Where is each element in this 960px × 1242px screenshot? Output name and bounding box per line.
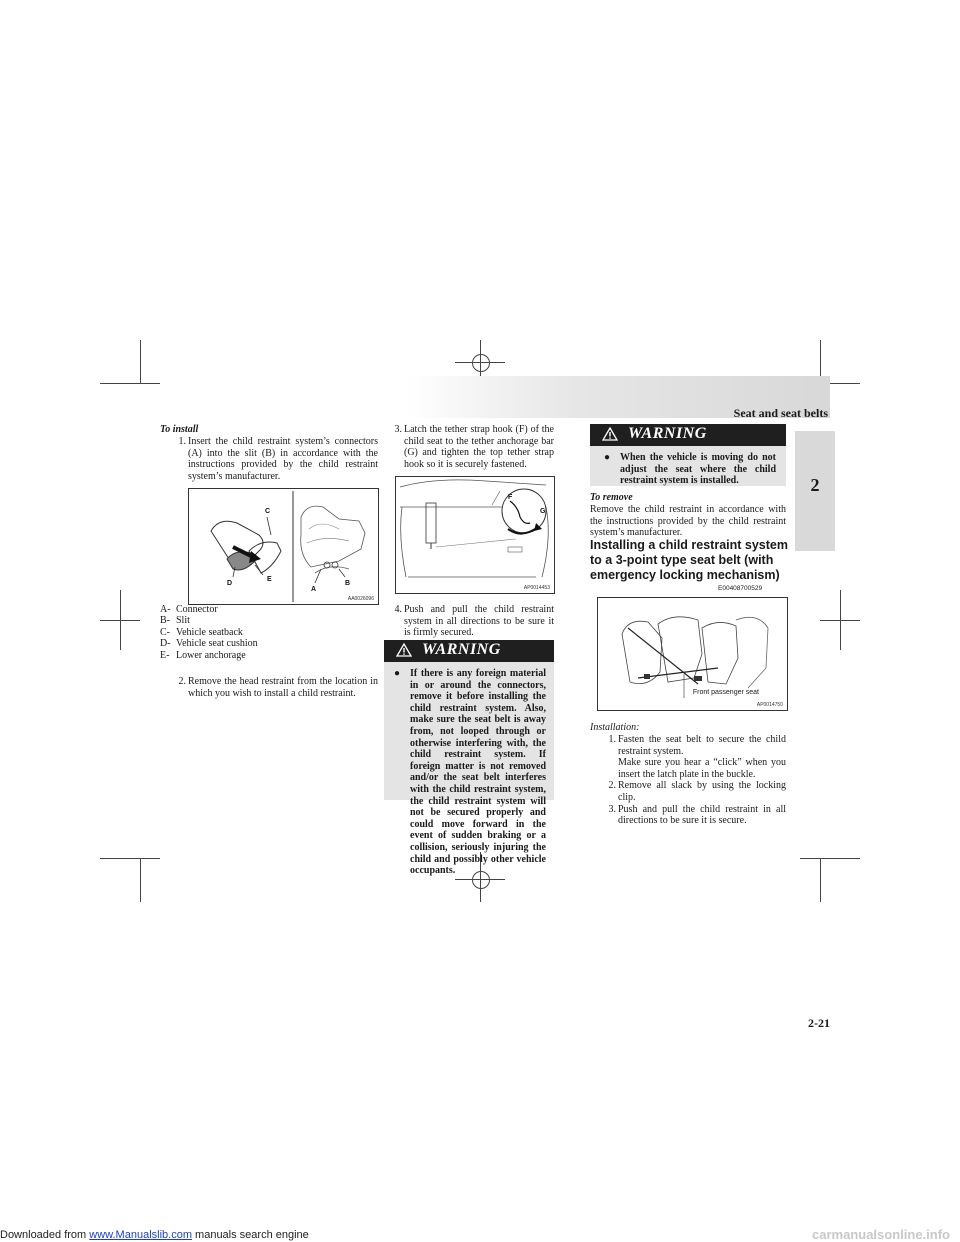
step-text: Make sure you hear a “click” when you insert the latch plate in the buckle. [618, 757, 786, 780]
warning-header [590, 424, 786, 446]
warning-title: WARNING [628, 425, 707, 442]
figure-caption: Front passenger seat [692, 689, 759, 696]
section-code: E00408700529 [718, 585, 763, 592]
legend-row: D- Vehicle seat cushion [160, 638, 258, 650]
figure-label: E [267, 576, 272, 583]
crop-mark [800, 858, 860, 859]
connector-illustration [189, 489, 378, 604]
section-title: Seat and seat belts [733, 406, 828, 420]
watermark: carmanualsonline.info [812, 1227, 950, 1242]
step-text: Remove all slack by using the locking clip. [618, 780, 786, 803]
legend-row: C- Vehicle seatback [160, 626, 243, 638]
install-steps-bottom [168, 676, 378, 699]
tether-illustration [396, 477, 554, 593]
section-heading: Installing a child restraint system to a 3-point type seat belt (with emergency locking mechanism) [590, 538, 788, 582]
connector-figure [188, 488, 379, 605]
remove-text: Remove the child restraint in accordance with the instructions provided by the child restraint system’s manufacturer. [590, 504, 786, 539]
footer-prefix: Downloaded from [0, 1229, 90, 1241]
step-text: Push and pull the child restraint system in all directions to be sure it is firmly secured. [404, 604, 554, 639]
warning-header [384, 640, 554, 662]
step-number: 1. [178, 436, 186, 447]
footer-suffix: manuals search engine [191, 1229, 309, 1241]
crop-mark [820, 620, 860, 621]
step-number: 2. [178, 676, 186, 687]
bullet-icon: ● [604, 452, 611, 463]
install-heading: To install [160, 424, 199, 435]
seat-figure [597, 597, 788, 711]
figure-label: D [227, 580, 233, 587]
list-item [598, 734, 786, 757]
step-text: Remove the head restraint from the location in which you wish to install a child restraint. [188, 676, 378, 699]
list-item [384, 424, 554, 470]
warning-body [590, 446, 786, 495]
warning-text: If there is any foreign material in or around the connectors, remove it before installing the child restraint system. Also, make sure the seat belt is away from, not looped through or otherwise interfering with, the child restraint system. If foreign matter is not removed and/or the seat belt interferes with the child restraint system, the child restraint system will not be secured properly and could move forward in the event of sudden braking or a collision, seriously injuring the child and possibly other vehicle occupants. [410, 668, 546, 877]
figure-legend [160, 604, 258, 661]
chapter-number: 2 [810, 475, 820, 495]
list-item [598, 757, 786, 780]
crop-mark [820, 858, 821, 902]
download-footer [0, 1229, 309, 1241]
list-item [384, 604, 554, 639]
step-number: 1. [608, 734, 616, 745]
list-item [598, 804, 786, 827]
warning-body [384, 662, 554, 885]
crop-mark [100, 383, 160, 384]
crop-mark [100, 858, 160, 859]
registration-circle [472, 354, 490, 372]
step-text: Push and pull the child restraint in all directions to be sure it is secure. [618, 803, 786, 827]
legend-row: E- Lower anchorage [160, 649, 246, 661]
step-text: Insert the child restraint system’s connectors (A) into the slit (B) in accordance with the instructions provided by the child restraint system’s manufacturer. [188, 436, 378, 482]
tether-steps [384, 424, 554, 470]
installation-steps [598, 734, 786, 827]
step-text: Latch the tether strap hook (F) of the child seat to the tether anchorage bar (G) and tighten the top tether strap hook so it is securely fastened. [404, 424, 554, 470]
push-pull-steps [384, 604, 554, 639]
list-item [598, 780, 786, 803]
figure-label: C [265, 508, 271, 515]
crop-mark [100, 620, 140, 621]
installation-heading: Installation: [590, 722, 640, 733]
figure-id: AP0014750 [756, 702, 783, 708]
install-steps-top [168, 436, 378, 482]
warning-title: WARNING [422, 641, 501, 658]
figure-id: AA0026096 [347, 596, 374, 602]
figure-id: AP0014453 [523, 585, 550, 591]
chapter-tab [795, 431, 835, 551]
crop-mark [140, 340, 141, 384]
warning-box [590, 424, 786, 486]
legend-row: B- Slit [160, 615, 190, 627]
list-item [168, 436, 378, 482]
warning-text: When the vehicle is moving do not adjust the seat where the child restraint system is installed. [620, 452, 776, 487]
figure-label: A [311, 586, 317, 593]
warning-triangle-icon [396, 643, 412, 657]
step-number: 2. [608, 780, 616, 792]
legend-row: A- Connector [160, 604, 218, 615]
manualslib-link[interactable]: www.Manualslib.com [89, 1229, 192, 1241]
warning-box [384, 640, 554, 877]
list-item [168, 676, 378, 699]
remove-heading: To remove [590, 492, 633, 503]
bullet-icon: ● [394, 668, 401, 679]
crop-mark [140, 858, 141, 902]
page-number: 2-21 [808, 1016, 830, 1030]
tether-figure [395, 476, 555, 594]
figure-label: B [345, 580, 351, 587]
step-number: 3. [394, 424, 402, 435]
figure-label: F [508, 494, 513, 501]
step-number: 4. [394, 604, 402, 615]
warning-triangle-icon [602, 427, 618, 441]
step-number: 3. [608, 803, 616, 815]
figure-label: G [540, 508, 546, 515]
step-text: Fasten the seat belt to secure the child restraint system. [618, 734, 786, 757]
